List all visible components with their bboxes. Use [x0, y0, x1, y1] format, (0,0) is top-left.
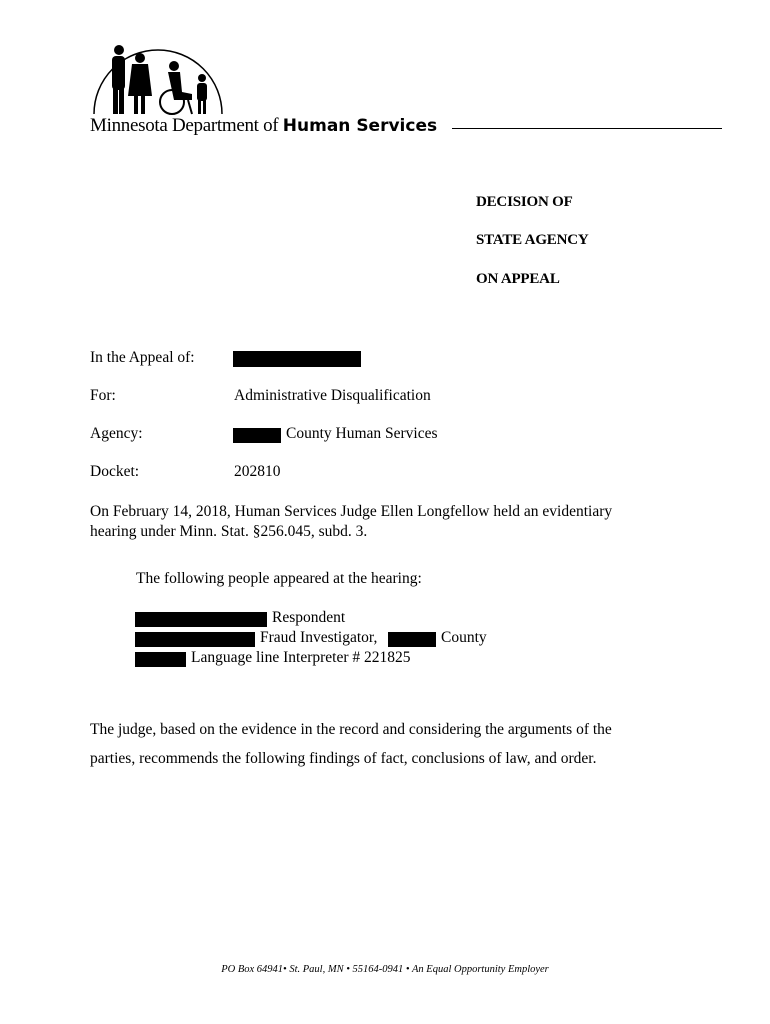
- intro-line-1: On February 14, 2018, Human Services Judge Ellen Longfellow held an evidentiary: [90, 503, 613, 520]
- docket-label: Docket:: [90, 463, 140, 480]
- agency-value: County Human Services: [286, 425, 438, 442]
- for-label: For:: [90, 387, 116, 404]
- appeal-label: In the Appeal of:: [90, 349, 195, 366]
- docket-value: 202810: [234, 463, 281, 480]
- logo-figure-adult-2: [128, 53, 152, 114]
- closing-paragraph: [90, 715, 690, 773]
- attendee-respondent-role: Respondent: [272, 609, 346, 626]
- closing-line-1: The judge, based on the evidence in the record and considering the arguments of the: [90, 721, 612, 738]
- title-line-3: ON APPEAL: [476, 271, 560, 287]
- intro-line-2: hearing under Minn. Stat. §256.045, subd. 3.: [90, 523, 368, 540]
- attendee-investigator-county: County: [441, 629, 487, 646]
- footer-address: PO Box 64941• St. Paul, MN • 55164-0941 • An Equal Opportunity Employer: [221, 964, 549, 975]
- redaction-respondent-name: [135, 612, 267, 627]
- attendee-interpreter-role: Language line Interpreter # 221825: [191, 649, 411, 666]
- redaction-county-name: [233, 428, 281, 443]
- redaction-interpreter-language: [135, 652, 186, 667]
- redaction-investigator-name: [135, 632, 255, 647]
- agency-label: Agency:: [90, 425, 143, 442]
- dhs-logo: [88, 40, 228, 120]
- redaction-investigator-county: [388, 632, 436, 647]
- for-value: Administrative Disqualification: [234, 387, 431, 404]
- header-rule: [452, 128, 722, 129]
- redaction-appellant-name: [233, 351, 361, 367]
- title-line-2: STATE AGENCY: [476, 232, 589, 248]
- closing-line-2: parties, recommends the following findings of fact, conclusions of law, and order.: [90, 750, 597, 767]
- agency-name: [90, 115, 437, 137]
- logo-figure-child: [197, 74, 207, 114]
- logo-figure-adult-1: [112, 45, 125, 114]
- agency-name-regular: Minnesota Department of: [90, 115, 283, 136]
- agency-name-bold: Human Services: [282, 116, 438, 136]
- logo-figure-wheelchair: [160, 61, 192, 114]
- intro-paragraph: [90, 502, 690, 542]
- title-line-1: DECISION OF: [476, 194, 573, 210]
- appeared-heading: The following people appeared at the hearing:: [136, 570, 422, 587]
- attendee-investigator-role: Fraud Investigator,: [260, 629, 378, 646]
